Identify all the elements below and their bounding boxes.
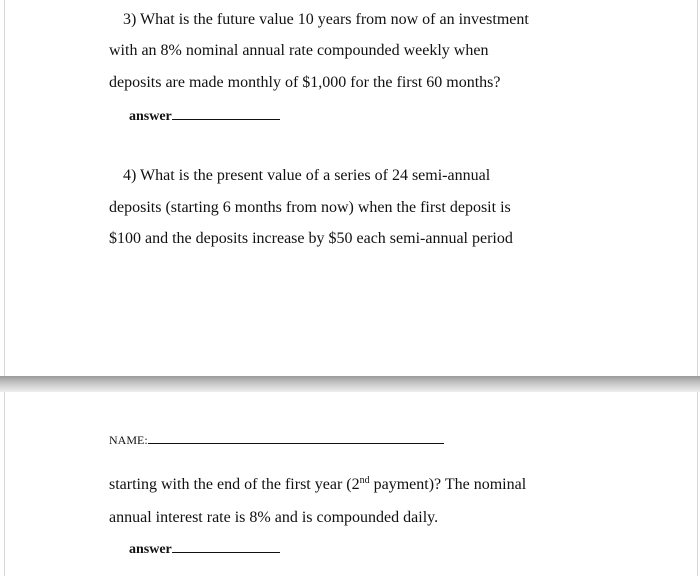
name-field — [109, 432, 444, 448]
answer-label: answer — [129, 109, 172, 124]
question-3-line-3: deposits are made monthly of $1,000 for the first 60 months? — [109, 74, 501, 91]
continued-text-a: starting with the end of the first year (2 — [109, 476, 360, 493]
question-4-line-2: deposits (starting 6 months from now) when the first deposit is — [109, 199, 511, 216]
name-label: NAME: — [109, 433, 148, 447]
question-4-continued-line-2: annual interest rate is 8% and is compounded daily. — [109, 509, 439, 526]
answer-blank — [172, 539, 280, 553]
ordinal-superscript: nd — [359, 475, 370, 486]
answer-blank — [172, 106, 280, 120]
page-separator — [0, 376, 700, 392]
document-page-bottom — [4, 392, 698, 576]
question-4-answer — [129, 539, 280, 559]
question-4-line-3: $100 and the deposits increase by $50 each semi-annual period — [109, 230, 513, 247]
question-4-line-1: 4) What is the present value of a series of 24 semi-annual — [123, 167, 491, 184]
answer-label: answer — [129, 542, 172, 557]
document-page-top — [4, 0, 698, 376]
question-3-line-1: 3) What is the future value 10 years from now of an investment — [123, 11, 529, 28]
question-3-answer — [129, 106, 280, 126]
question-3-line-2: with an 8% nominal annual rate compounded weekly when — [109, 42, 489, 59]
continued-text-b: payment)? The nominal — [369, 476, 527, 493]
name-blank — [148, 432, 444, 444]
question-4-continued-line-1 — [109, 475, 526, 495]
